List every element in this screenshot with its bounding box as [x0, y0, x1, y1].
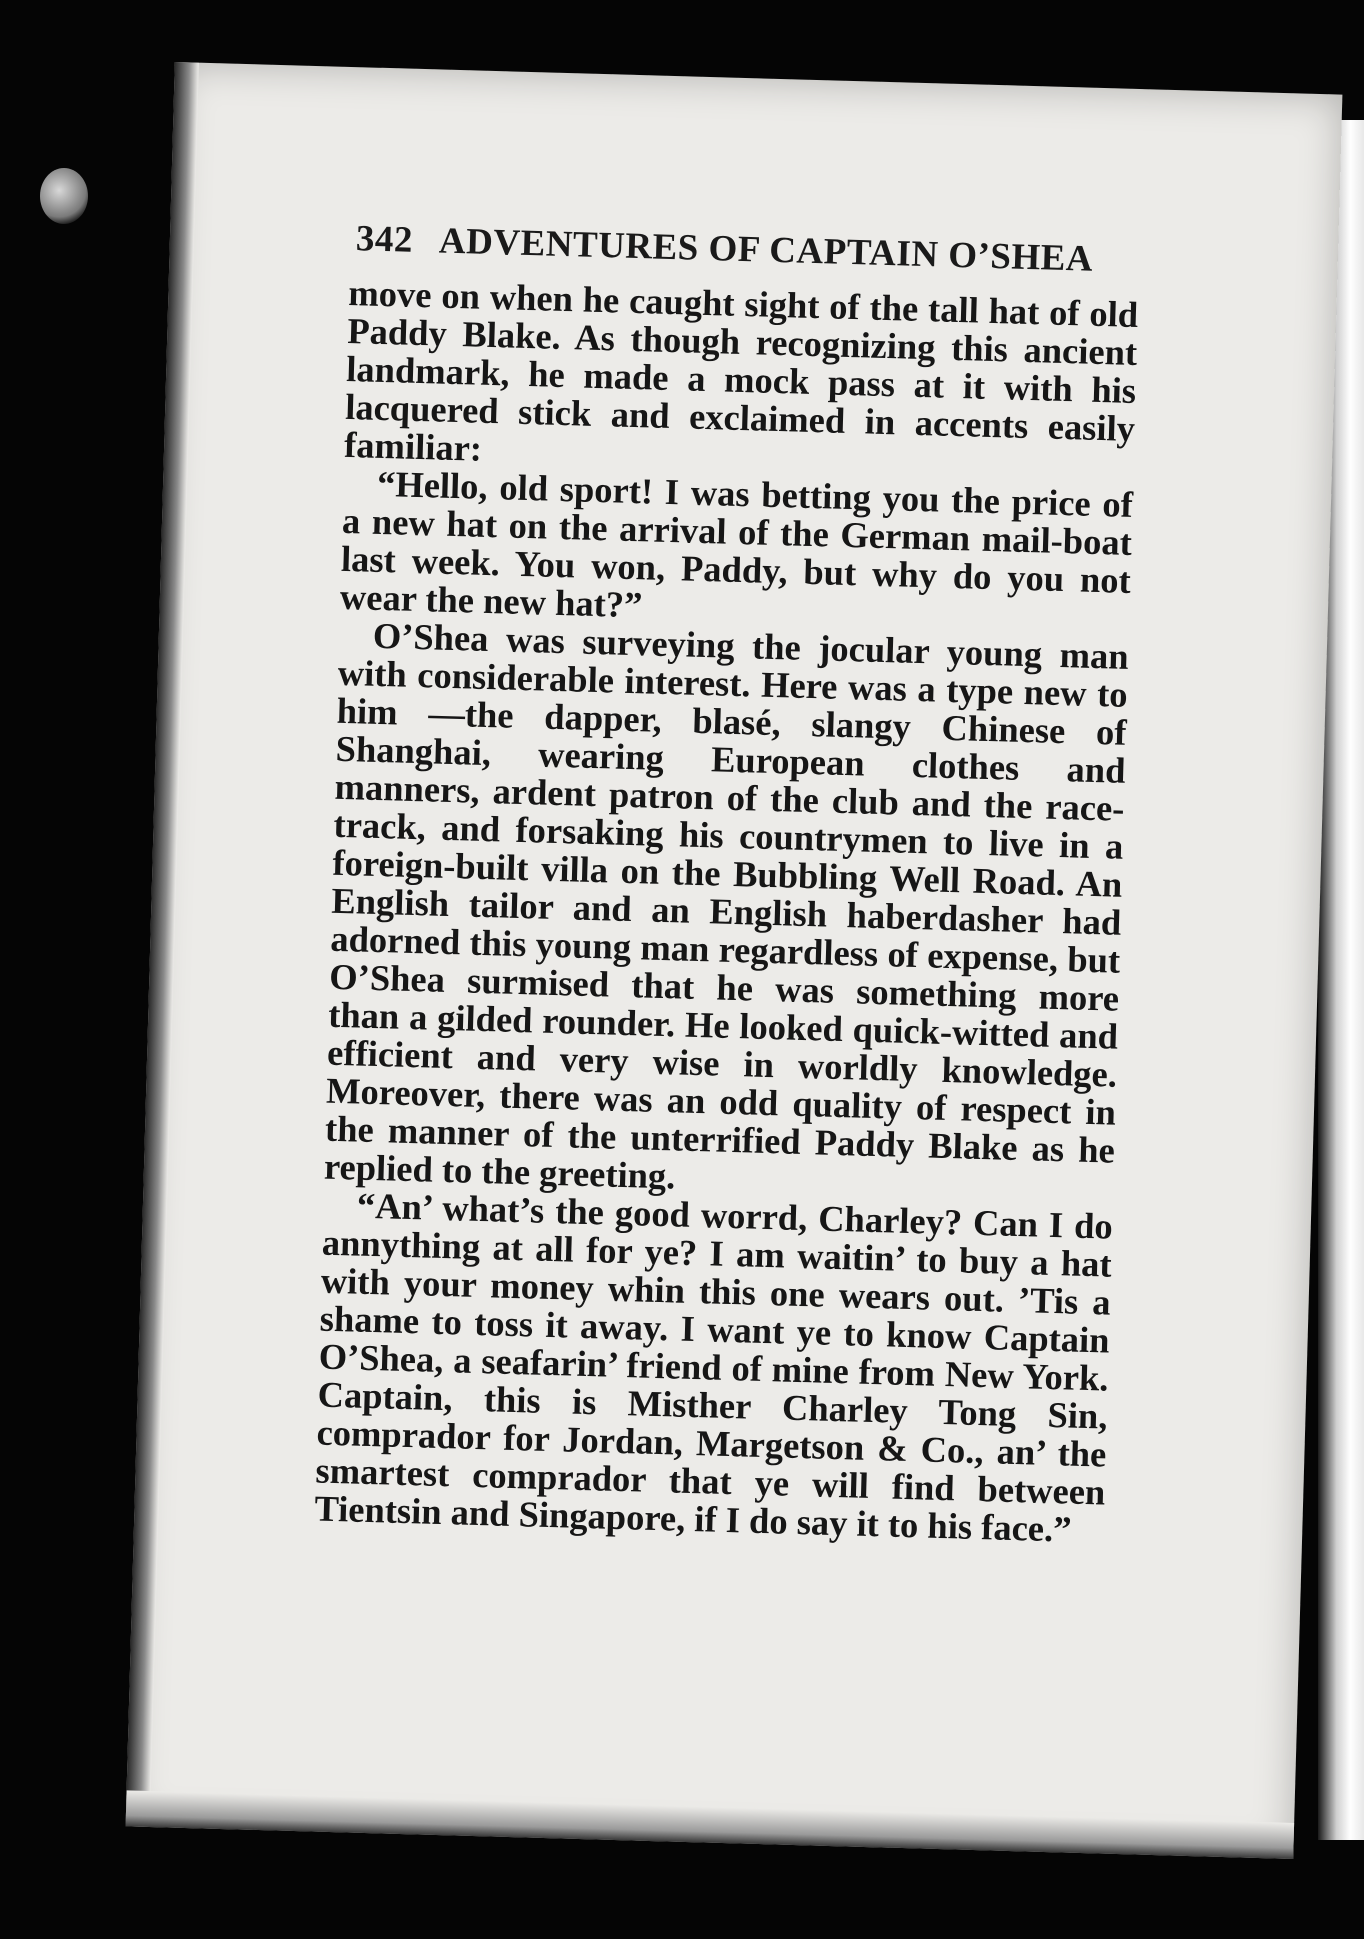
book-page: [126, 62, 1343, 1859]
page-number: 342: [355, 218, 414, 261]
paragraph: “Hello, old sport! I was betting you the price of a new hat on the arrival of the German mail-boat last week. You won, Paddy, but why do you not wear the new hat?”: [339, 462, 1134, 626]
running-title: ADVENTURES OF CAPTAIN O’SHEA: [438, 220, 1094, 280]
page-left-shadow: [126, 62, 199, 1827]
paragraph: move on when he caught sight of the tall hat of old Paddy Blake. As though recognizing this ancient landmark, he made a mock pass at it with his lacquered stick and exclaimed in accents easily familiar:: [343, 271, 1139, 469]
paragraph: “An’ what’s the good worrd, Charley? Can I do annything at all for ye? I am waitin’ to buy a hat with your money whin this one wears out. ’Tis a shame to toss it away. I want ye to know Captain O’Shea, a seafarin’ friend of mine from New York. Captain, this is Misther Charley Tong Sin, comprador for Jordan, Margetson & Co., an’ the smartest comprador that ye will find between Tientsin and Singapore, if I do say it to his face.”: [313, 1184, 1114, 1550]
page-body-text: [313, 271, 1139, 1550]
paragraph: O’Shea was surveying the jocular young man with considerable interest. Here was a type new to him —the dapper, blasé, slangy Chinese of Shanghai, wearing European clothes and manners, ardent patron of the club and the race-track, and forsaking his countrymen to live in a foreign-built villa on the Bubbling Well Road. An English tailor and an English haberdasher had adorned this young man regardless of expense, but O’Shea surmised that he was something more than a gilded rounder. He looked quick-witted and efficient and very wise in worldly knowledge. Moreover, there was an odd quality of respect in the manner of the unterrified Paddy Blake as he replied to the greeting.: [323, 614, 1130, 1197]
binding-clip-mark: [40, 168, 88, 224]
running-header: [355, 217, 1126, 281]
page-bottom-shadow: [126, 1790, 1295, 1859]
